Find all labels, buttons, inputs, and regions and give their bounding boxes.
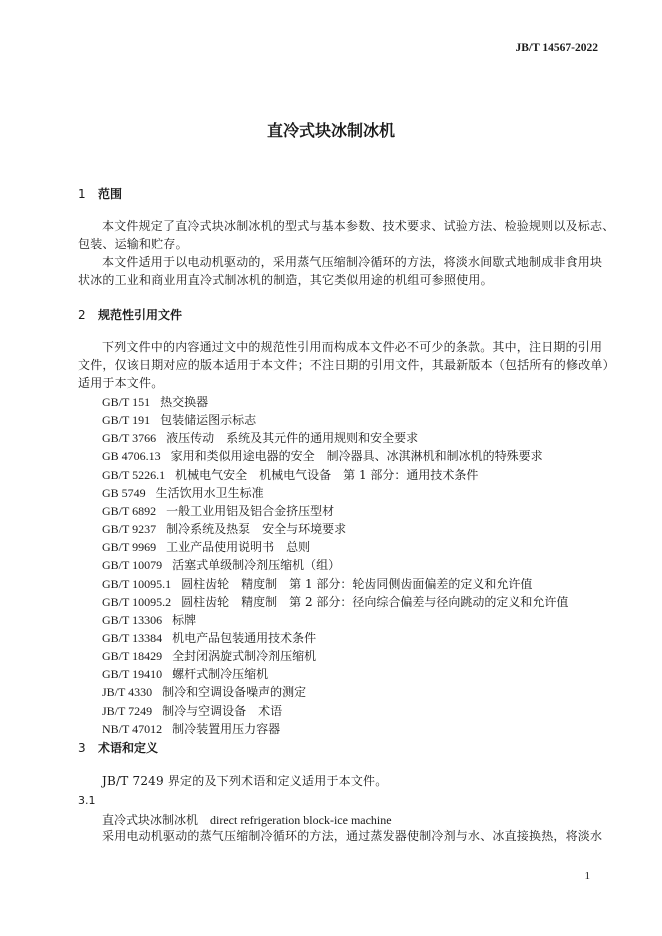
normative-intro-line-2: 文件，仅该日期对应的版本适用于本文件；不注日期的引用文件，其最新版本（包括所有的修改单） [78, 358, 615, 372]
reference-code: GB/T 9969 [102, 540, 157, 555]
reference-code: GB/T 10095.1 [102, 576, 172, 591]
reference-code: GB/T 6892 [102, 503, 157, 518]
section-title: 规范性引用文件 [98, 308, 183, 322]
reference-item [102, 720, 280, 737]
reference-code: GB/T 151 [102, 395, 151, 409]
reference-item [102, 411, 256, 428]
reference-title: 机电产品包装通用技术条件 [172, 631, 317, 645]
terms-intro: JB/T 7249 界定的及下列术语和定义适用于本文件。 [102, 774, 388, 788]
section-title: 范围 [98, 187, 123, 201]
normative-intro-line-1: 下列文件中的内容通过文中的规范性引用而构成本文件必不可少的条款。其中，注日期的引用 [102, 340, 603, 354]
reference-title: 机械电气安全 机械电气设备 第 1 部分：通用技术条件 [175, 467, 479, 482]
reference-item [102, 556, 340, 573]
scope-paragraph-2-line-2: 状冰的工业和商业用直冷式制冰机的制造，其它类似用途的机组可参照使用。 [78, 273, 493, 287]
reference-code: JB/T 7249 [102, 703, 153, 718]
reference-code: GB/T 5226.1 [102, 467, 166, 482]
reference-code: GB 5749 [102, 485, 146, 500]
section-number: 1 [78, 187, 86, 201]
reference-title: 圆柱齿轮 精度制 第 1 部分：轮齿同侧齿面偏差的定义和允许值 [181, 576, 533, 591]
reference-code: NB/T 47012 [102, 721, 163, 736]
reference-item [102, 538, 310, 555]
reference-title: 标牌 [172, 612, 197, 627]
reference-title: 热交换器 [160, 395, 209, 409]
reference-code: GB/T 3766 [102, 431, 157, 446]
reference-item [102, 593, 568, 610]
reference-title: 家用和类似用途电器的安全 制冷器具、冰淇淋机和制冰机的特殊要求 [170, 449, 543, 464]
reference-item [102, 575, 532, 592]
document-number: JB/T 14567-2022 [515, 42, 598, 54]
reference-title: 生活饮用水卫生标准 [155, 485, 264, 500]
reference-item [102, 502, 334, 519]
term-number: 3.1 [78, 794, 96, 807]
reference-title: 制冷装置用压力容器 [172, 721, 281, 736]
section-number: 3 [78, 741, 86, 755]
reference-code: GB/T 191 [102, 413, 151, 428]
term-definition: 采用电动机驱动的蒸气压缩制冷循环的方法，通过蒸发器使制冷剂与水、冰直接换热，将淡水 [102, 829, 603, 843]
reference-item [102, 447, 543, 464]
reference-code: GB/T 10095.2 [102, 594, 172, 609]
reference-title: 工业产品使用说明书 总则 [166, 540, 311, 555]
reference-code: GB 4706.13 [102, 449, 161, 464]
reference-title: 制冷和空调设备噪声的测定 [162, 685, 307, 700]
reference-code: GB/T 13306 [102, 612, 163, 627]
section-title: 术语和定义 [98, 741, 159, 755]
scope-paragraph-1-line-2: 包装、运输和贮存。 [78, 237, 188, 251]
reference-item [102, 466, 478, 483]
normative-intro-line-3: 适用于本文件。 [78, 376, 164, 390]
section-number: 2 [78, 308, 86, 322]
term-chinese: 直冷式块冰制冰机 [102, 813, 199, 827]
reference-title: 包装储运图示标志 [160, 413, 257, 428]
reference-item [102, 702, 282, 719]
reference-item [102, 683, 306, 700]
reference-code: JB/T 4330 [102, 685, 153, 700]
page-number: 1 [584, 870, 590, 882]
reference-code: GB/T 9237 [102, 522, 157, 536]
reference-item [102, 647, 316, 664]
reference-item [102, 393, 208, 410]
section-2-heading [78, 306, 182, 323]
reference-title: 制冷与空调设备 术语 [162, 703, 283, 718]
reference-title: 螺杆式制冷压缩机 [172, 667, 269, 682]
reference-title: 活塞式单级制冷剂压缩机（组） [172, 558, 341, 573]
reference-item [102, 611, 196, 628]
reference-title: 制冷系统及热泵 安全与环境要求 [166, 522, 347, 536]
reference-code: GB/T 19410 [102, 667, 163, 682]
reference-title: 一般工业用铝及铝合金挤压型材 [166, 503, 335, 518]
reference-code: GB/T 13384 [102, 631, 163, 645]
reference-item [102, 629, 316, 646]
reference-item [102, 665, 268, 682]
reference-title: 全封闭涡旋式制冷剂压缩机 [172, 649, 317, 664]
reference-code: GB/T 10079 [102, 558, 163, 573]
reference-code: GB/T 18429 [102, 649, 163, 664]
reference-title: 液压传动 系统及其元件的通用规则和安全要求 [166, 431, 419, 446]
reference-title: 圆柱齿轮 精度制 第 2 部分：径向综合偏差与径向跳动的定义和允许值 [181, 594, 569, 609]
section-3-heading [78, 739, 158, 756]
page-title: 直冷式块冰制冰机 [266, 121, 395, 140]
reference-item [102, 520, 346, 537]
reference-item [102, 484, 264, 501]
scope-paragraph-1-line-1: 本文件规定了直冷式块冰制冰机的型式与基本参数、技术要求、试验方法、检验规则以及标志、 [102, 219, 615, 233]
term-heading [102, 811, 392, 828]
scope-paragraph-2-line-1: 本文件适用于以电动机驱动的，采用蒸气压缩制冷循环的方法，将淡水间歇式地制成非食用块 [102, 255, 603, 269]
reference-item [102, 429, 418, 446]
section-1-heading [78, 185, 122, 202]
term-english: direct refrigeration block-ice machine [210, 813, 392, 827]
